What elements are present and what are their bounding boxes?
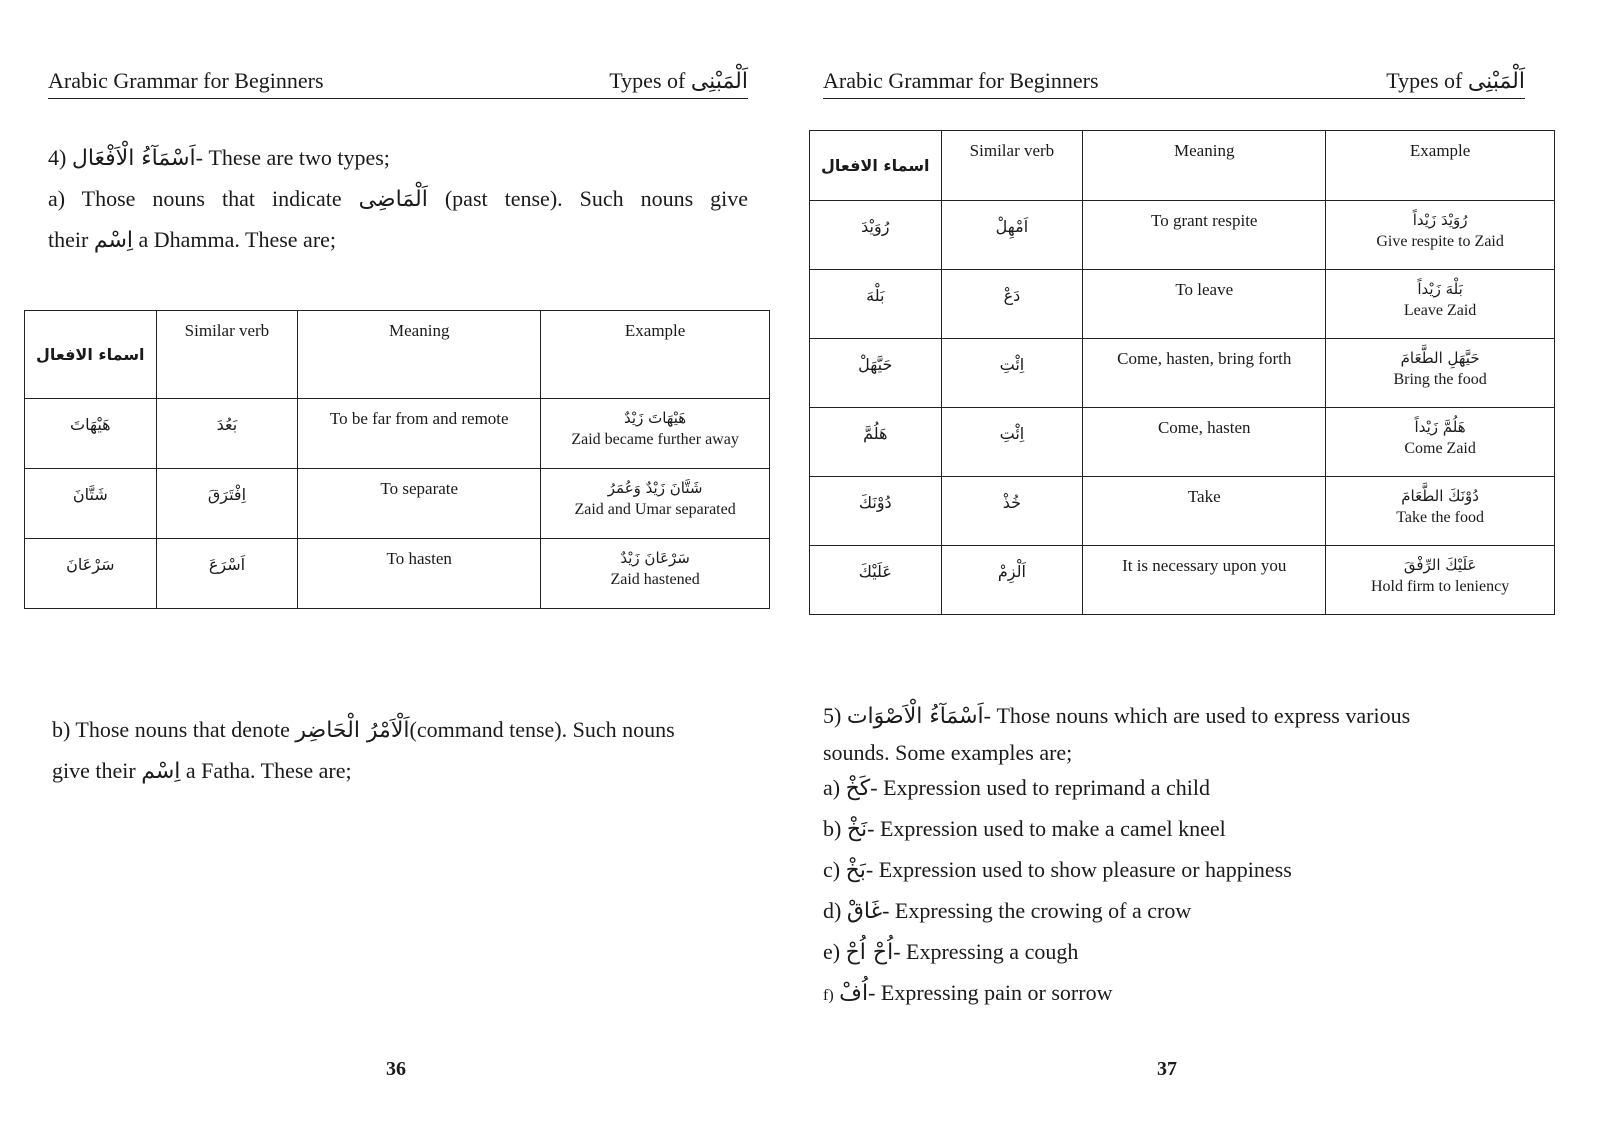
header-book-title: Arabic Grammar for Beginners xyxy=(48,68,324,93)
header-section-title: Types of اَلْمَبْنِی xyxy=(1386,68,1525,94)
point-4-paragraph: 4) اَسْمَآءُ الْاَفْعَال- These are two types; a) Those nouns that indicate اَلْمَاضِی (past tense). Such nouns give their اِسْم a Dhamma. These are; xyxy=(48,145,749,253)
asmaa-al-afaal-past-table xyxy=(24,310,770,609)
cell-example: سَرْعَانَ زَيْدٌ Zaid hastened xyxy=(541,539,770,609)
table-header-ism: اسماء الافعال xyxy=(810,131,942,201)
table-row xyxy=(810,477,1555,546)
cell-ism: هَلُمَّ xyxy=(810,408,942,477)
cell-ism: عَلَيْكَ xyxy=(810,546,942,615)
table-row xyxy=(810,201,1555,270)
table-header-meaning: Meaning xyxy=(298,311,541,399)
cell-verb: خُذْ xyxy=(941,477,1083,546)
cell-verb: اَسْرَعَ xyxy=(156,539,298,609)
cell-verb: اِئْتِ xyxy=(941,339,1083,408)
list-item: e) اُحْ اُحْ- Expressing a cough xyxy=(823,939,1079,965)
point-b-paragraph: b) Those nouns that denote اَلْاَمْرُ الْحَاضِر(command tense). Such nouns give their اِسْم a Fatha. These are; xyxy=(52,717,675,784)
table-header-example: Example xyxy=(541,311,770,399)
cell-meaning: Come, hasten xyxy=(1083,408,1326,477)
table-row xyxy=(810,408,1555,477)
cell-meaning: It is necessary upon you xyxy=(1083,546,1326,615)
cell-meaning: Take xyxy=(1083,477,1326,546)
table-row xyxy=(25,469,770,539)
cell-ism: شَتَّانَ xyxy=(25,469,157,539)
list-item: b) نَخْ- Expression used to make a camel kneel xyxy=(823,816,1226,842)
cell-example: دُوْنَكَ الطَّعَامَ Take the food xyxy=(1326,477,1555,546)
right-page-header xyxy=(823,62,1525,99)
left-page-header xyxy=(48,62,748,99)
cell-meaning: To be far from and remote xyxy=(298,399,541,469)
cell-meaning: To grant respite xyxy=(1083,201,1326,270)
table-header-example: Example xyxy=(1326,131,1555,201)
cell-ism: هَيْهَاتَ xyxy=(25,399,157,469)
table-row xyxy=(25,399,770,469)
cell-ism: دُوْنَكَ xyxy=(810,477,942,546)
cell-ism: بَلْهَ xyxy=(810,270,942,339)
cell-example: شَتَّانَ زَيْدٌ وَعُمَرُ Zaid and Umar separated xyxy=(541,469,770,539)
header-section-title: Types of اَلْمَبْنِی xyxy=(609,68,748,94)
list-item: f) اُفْ- Expressing pain or sorrow xyxy=(823,980,1113,1006)
cell-meaning: To separate xyxy=(298,469,541,539)
cell-verb: اَمْهِلْ xyxy=(941,201,1083,270)
table-row xyxy=(810,339,1555,408)
table-row xyxy=(810,546,1555,615)
cell-verb: اَلْزِمْ xyxy=(941,546,1083,615)
cell-example: رُوَيْدَ زَيْداً Give respite to Zaid xyxy=(1326,201,1555,270)
table-header-meaning: Meaning xyxy=(1083,131,1326,201)
table-header-similar-verb: Similar verb xyxy=(941,131,1083,201)
page-number: 36 xyxy=(386,1058,406,1080)
right-page xyxy=(785,0,1600,1131)
asmaa-al-afaal-command-table xyxy=(809,130,1555,615)
cell-example: بَلْهَ زَيْداً Leave Zaid xyxy=(1326,270,1555,339)
table-row xyxy=(25,539,770,609)
cell-verb: اِفْتَرَقَ xyxy=(156,469,298,539)
cell-verb: بَعُدَ xyxy=(156,399,298,469)
point-5-paragraph: 5) اَسْمَآءُ الْاَصْوَات- Those nouns which are used to express various sounds. Some examples are; xyxy=(823,703,1411,765)
list-item: a) كَخْ- Expression used to reprimand a child xyxy=(823,775,1210,801)
cell-ism: رُوَيْدَ xyxy=(810,201,942,270)
cell-meaning: To leave xyxy=(1083,270,1326,339)
page-number: 37 xyxy=(1157,1058,1177,1080)
table-header-ism: اسماء الافعال xyxy=(25,311,157,399)
cell-ism: حَيَّهَلْ xyxy=(810,339,942,408)
cell-ism: سَرْعَانَ xyxy=(25,539,157,609)
table-row xyxy=(810,270,1555,339)
cell-example: هَلُمَّ زَيْداً Come Zaid xyxy=(1326,408,1555,477)
cell-verb: اِئْتِ xyxy=(941,408,1083,477)
cell-meaning: Come, hasten, bring forth xyxy=(1083,339,1326,408)
cell-meaning: To hasten xyxy=(298,539,541,609)
cell-example: هَيْهَاتَ زَيْدٌ Zaid became further away xyxy=(541,399,770,469)
cell-example: حَيَّهَلِ الطَّعَامَ Bring the food xyxy=(1326,339,1555,408)
left-page xyxy=(0,0,785,1131)
cell-example: عَلَيْكَ الرِّفْقَ Hold firm to leniency xyxy=(1326,546,1555,615)
cell-verb: دَعْ xyxy=(941,270,1083,339)
header-book-title: Arabic Grammar for Beginners xyxy=(823,68,1099,93)
sound-examples-list xyxy=(823,768,1523,1016)
table-header-similar-verb: Similar verb xyxy=(156,311,298,399)
list-item: d) غَاقْ- Expressing the crowing of a crow xyxy=(823,898,1192,924)
list-item: c) بَخْ- Expression used to show pleasure or happiness xyxy=(823,857,1292,883)
